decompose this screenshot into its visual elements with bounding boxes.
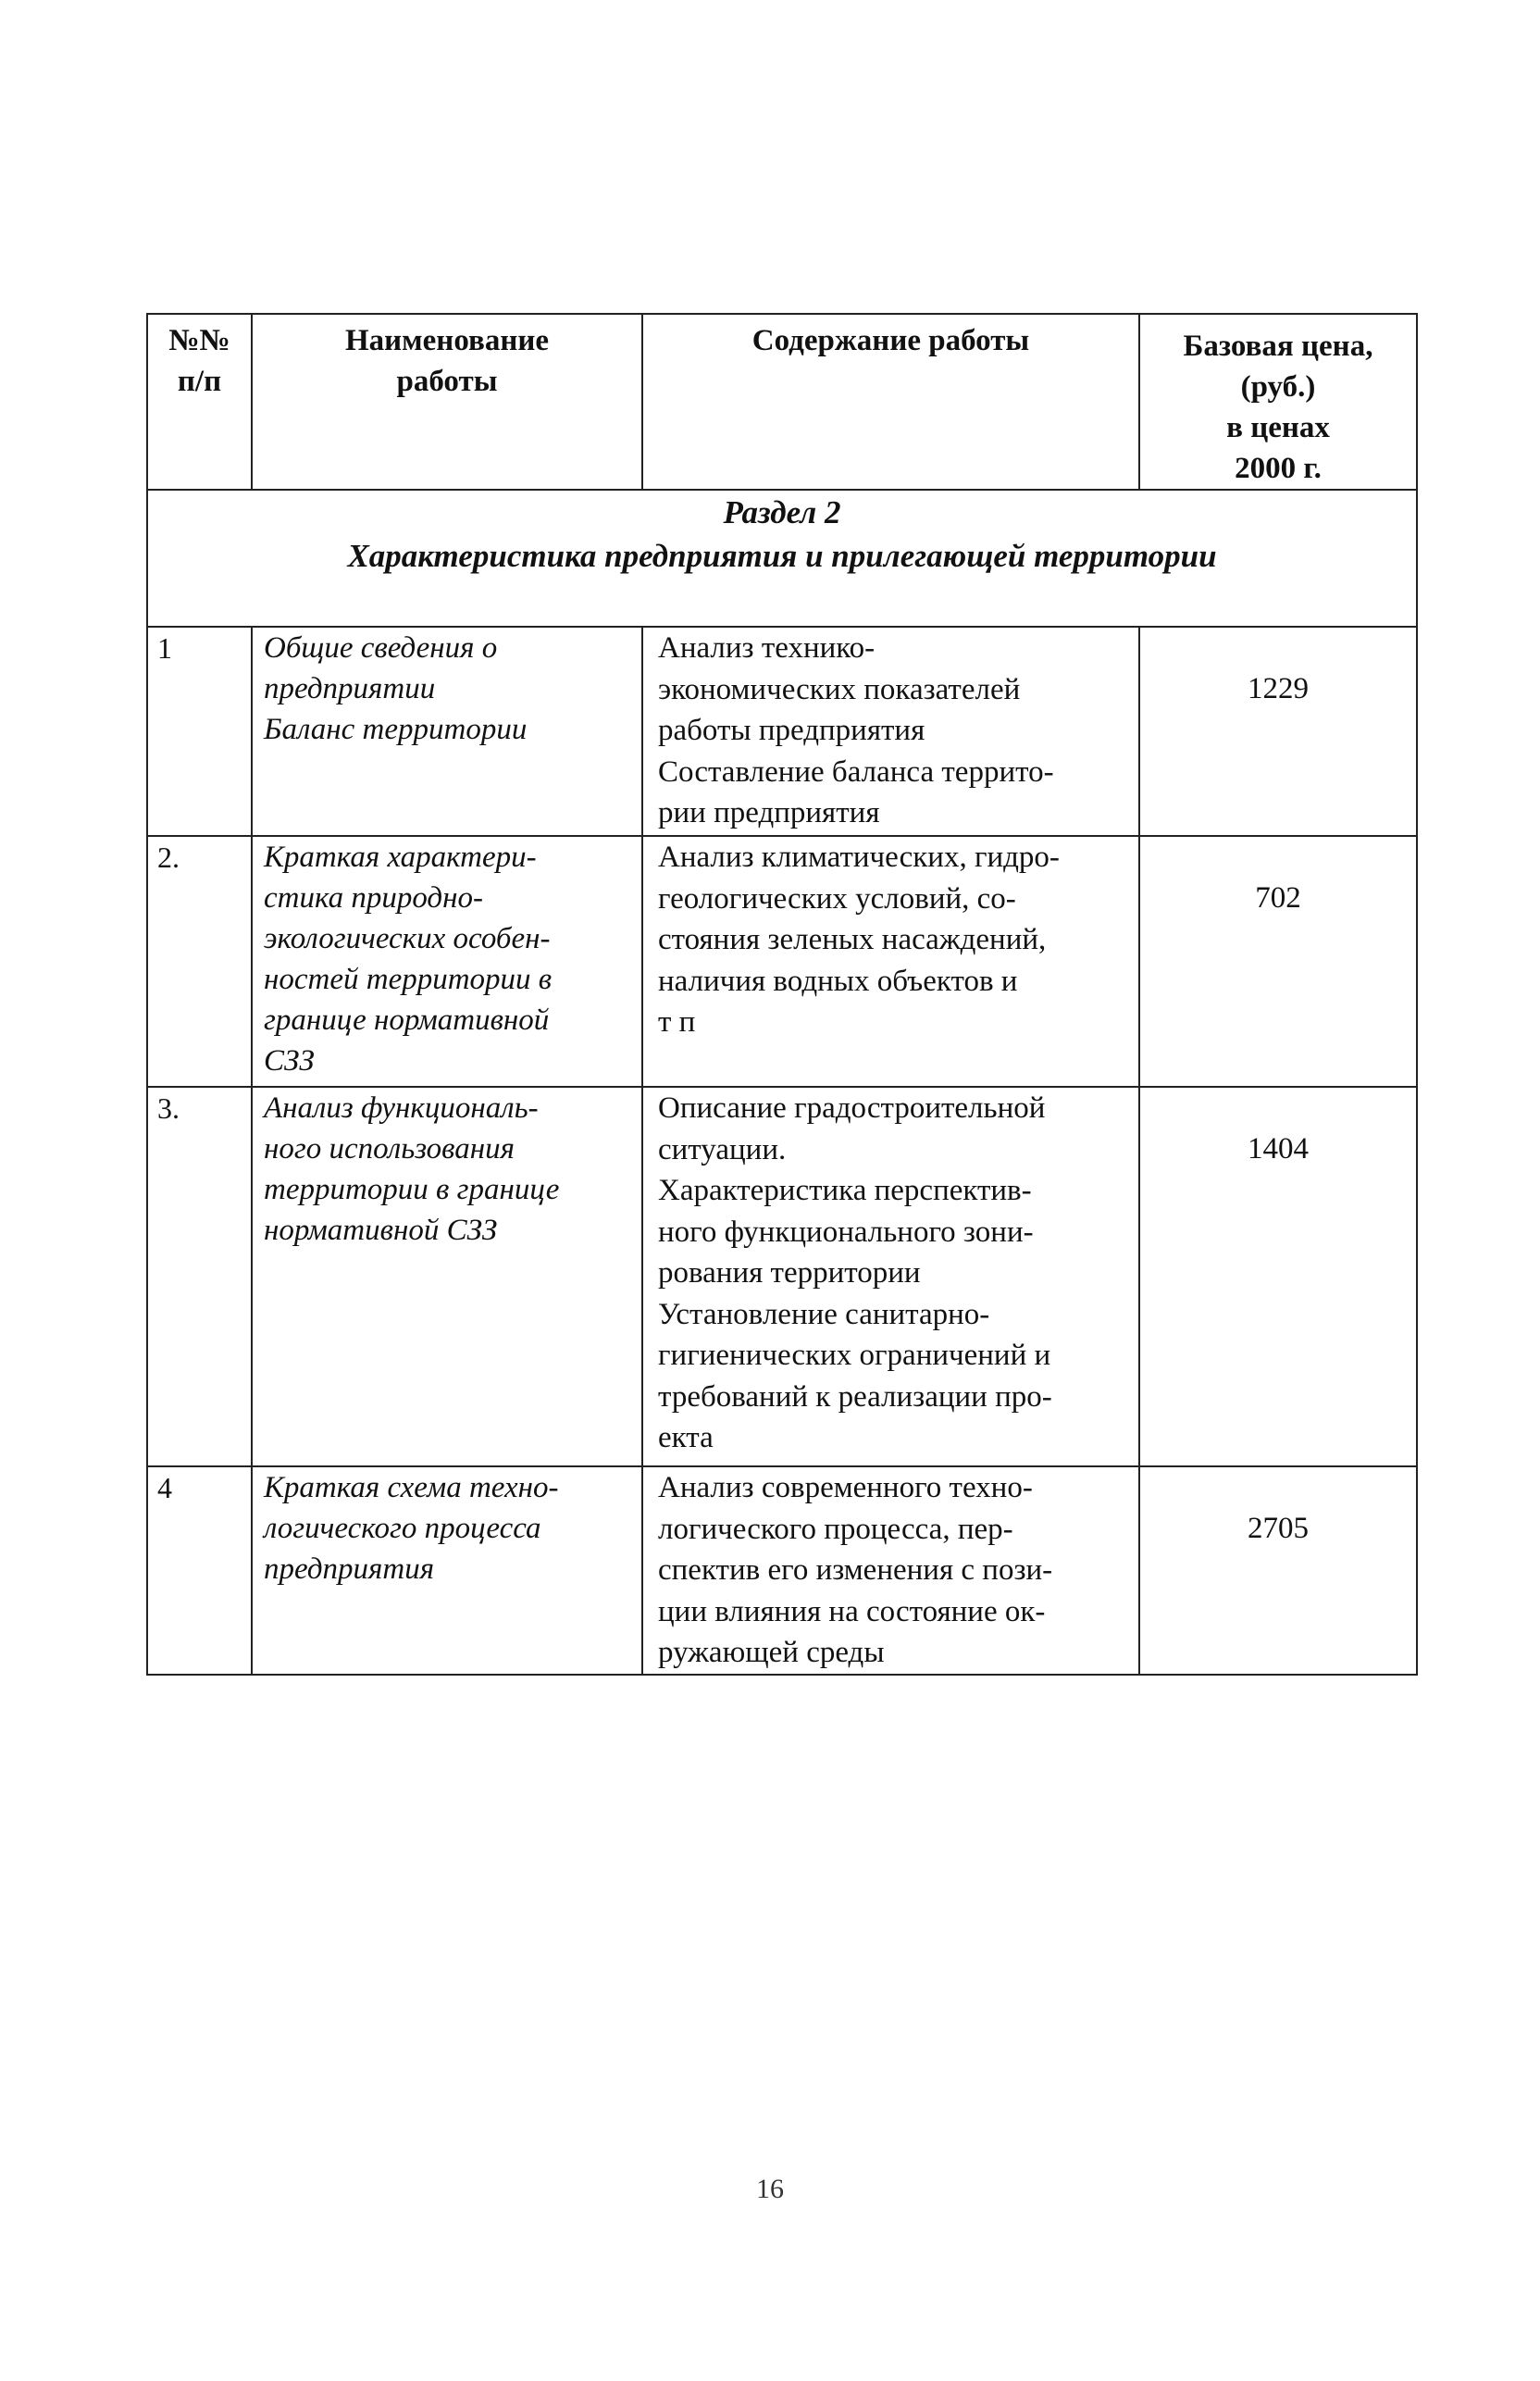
price-table xyxy=(146,313,1418,1676)
table-row xyxy=(147,1466,1417,1675)
row-price: 1229 xyxy=(1139,627,1417,836)
row-work-content: Описание градостроительной ситуации. Характеристика перспектив- ного функционального зони- рования территории Установление санитарно- гигиенических ограничений и требований к реализации про- екта xyxy=(642,1087,1139,1466)
page-number: 16 xyxy=(756,2174,784,2204)
row-work-name: Краткая схема техно- логического процесса предприятия xyxy=(252,1466,642,1675)
row-price: 702 xyxy=(1139,836,1417,1087)
table-row xyxy=(147,1087,1417,1466)
header-number: №№ п/п xyxy=(147,314,252,490)
row-number: 3. xyxy=(147,1087,252,1466)
section-heading-row xyxy=(147,490,1417,627)
table-header-row xyxy=(147,314,1417,490)
header-work-name: Наименование работы xyxy=(252,314,642,490)
table-row xyxy=(147,627,1417,836)
row-work-content: Анализ современного техно- логического процесса, пер- спектив его изменения с пози- ции влияния на состояние ок- ружающей среды xyxy=(642,1466,1139,1675)
row-work-content: Анализ климатических, гидро- геологических условий, со- стояния зеленых насаждений, наличия водных объектов и т п xyxy=(642,836,1139,1087)
row-number: 2. xyxy=(147,836,252,1087)
header-work-content: Содержание работы xyxy=(642,314,1139,490)
row-work-name: Анализ функциональ- ного использования территории в границе нормативной СЗЗ xyxy=(252,1087,642,1466)
row-work-name: Краткая характери- стика природно- экологических особен- ностей территории в границе нормативной СЗЗ xyxy=(252,836,642,1087)
section-title: Раздел 2 xyxy=(723,494,841,530)
header-base-price: Базовая цена, (руб.) в ценах 2000 г. xyxy=(1139,314,1417,490)
row-number: 4 xyxy=(147,1466,252,1675)
row-price: 2705 xyxy=(1139,1466,1417,1675)
section-heading xyxy=(147,490,1417,627)
row-number: 1 xyxy=(147,627,252,836)
row-work-content: Анализ технико- экономических показателей работы предприятия Составление баланса террито- рии предприятия xyxy=(642,627,1139,836)
row-work-name: Общие сведения о предприятии Баланс территории xyxy=(252,627,642,836)
row-price: 1404 xyxy=(1139,1087,1417,1466)
section-subtitle: Характеристика предприятия и прилегающей территории xyxy=(347,538,1217,574)
table-row xyxy=(147,836,1417,1087)
